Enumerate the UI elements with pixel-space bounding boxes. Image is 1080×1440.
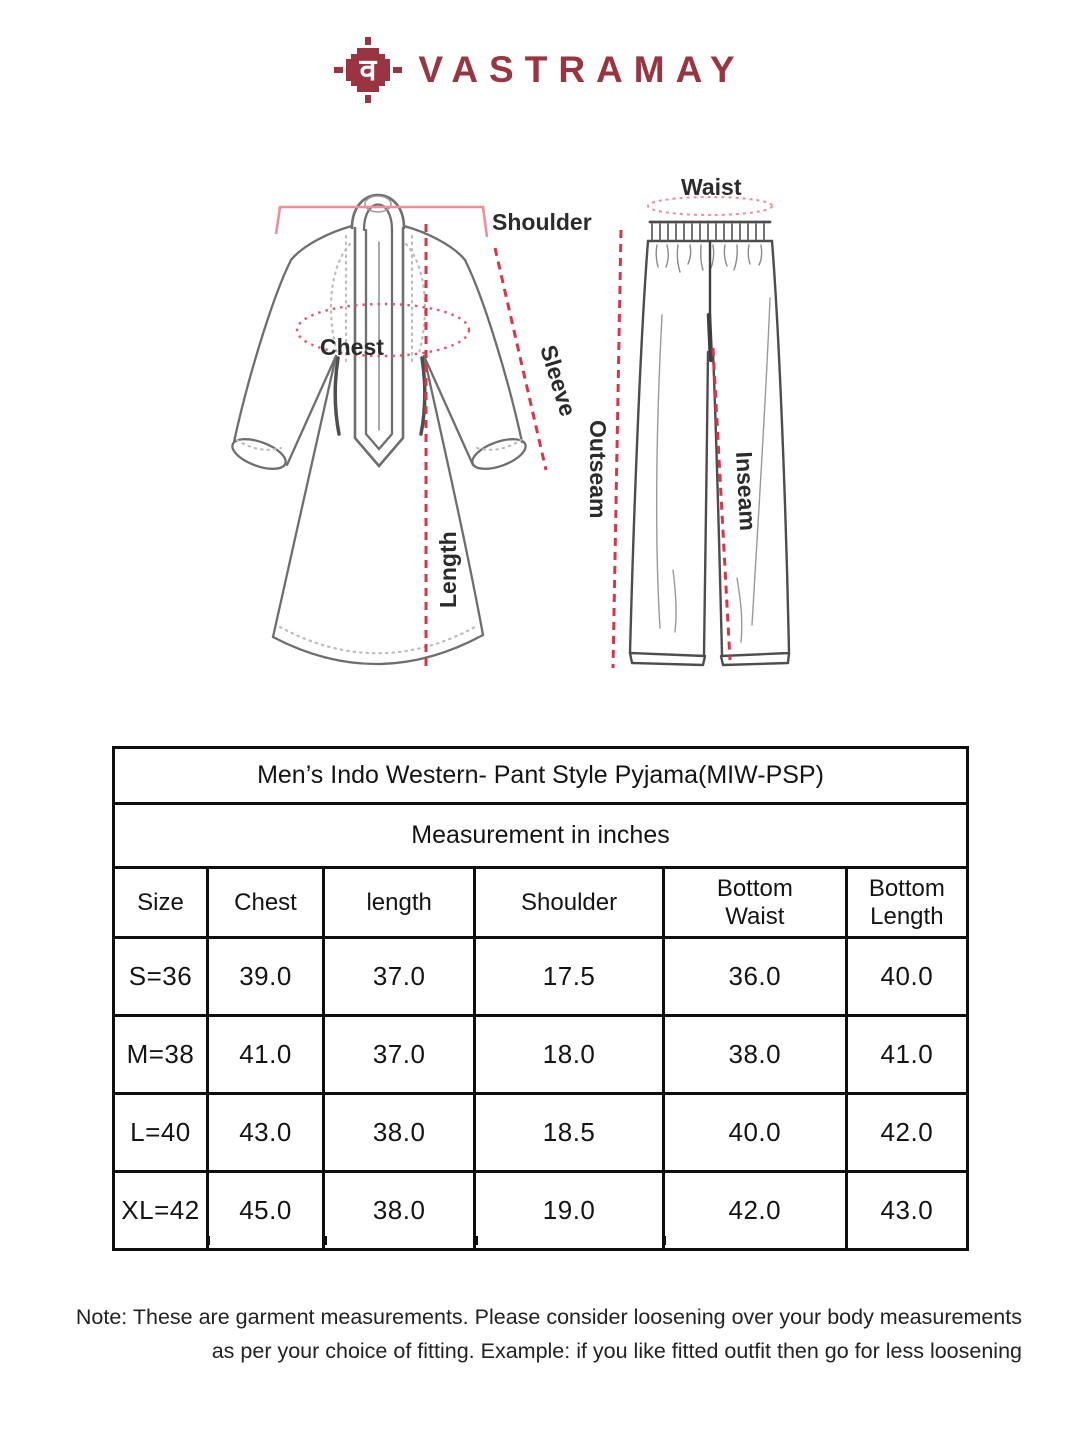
cell-length: 38.0 <box>324 1172 475 1250</box>
table-tick <box>845 1236 848 1245</box>
header-bottom-length: Bottom Length <box>846 868 967 938</box>
table-tick <box>324 1236 327 1245</box>
table-row-l <box>114 1094 968 1172</box>
cell-bottom-waist: 38.0 <box>663 1016 846 1094</box>
kurta-diagram <box>229 195 530 664</box>
cell-shoulder: 17.5 <box>475 938 664 1016</box>
cell-shoulder: 19.0 <box>475 1172 664 1250</box>
brand-logo <box>0 33 1080 107</box>
cell-chest: 45.0 <box>207 1172 323 1250</box>
cell-length: 38.0 <box>324 1094 475 1172</box>
table-row-xl <box>114 1172 968 1250</box>
table-subtitle: Measurement in inches <box>114 804 968 868</box>
table-tick <box>207 1236 210 1245</box>
cell-size: M=38 <box>114 1016 208 1094</box>
cell-bottom-waist: 42.0 <box>663 1172 846 1250</box>
cell-bottom-length: 41.0 <box>846 1016 967 1094</box>
table-tick <box>663 1236 666 1245</box>
inseam-label: Inseam <box>731 450 762 532</box>
header-bottom-waist: Bottom Waist <box>663 868 846 938</box>
header-length: length <box>324 868 475 938</box>
table-header-row <box>114 868 968 938</box>
table-row-s <box>114 938 968 1016</box>
cell-bottom-length: 40.0 <box>846 938 967 1016</box>
table-title: Men’s Indo Western- Pant Style Pyjama(MIW-PSP) <box>114 748 968 804</box>
cell-chest: 41.0 <box>207 1016 323 1094</box>
brand-logo-glyph: व <box>360 53 377 88</box>
garment-measurement-diagram <box>0 150 1080 750</box>
cell-bottom-length: 43.0 <box>846 1172 967 1250</box>
cell-size: S=36 <box>114 938 208 1016</box>
waist-label: Waist <box>681 174 742 200</box>
shoulder-label: Shoulder <box>492 209 592 235</box>
cell-length: 37.0 <box>324 938 475 1016</box>
header-shoulder: Shoulder <box>475 868 664 938</box>
note-line-1: Note: These are garment measurements. Please consider loosening over your body measurements <box>75 1305 1022 1329</box>
cell-size: L=40 <box>114 1094 208 1172</box>
cell-bottom-waist: 40.0 <box>663 1094 846 1172</box>
cell-chest: 43.0 <box>207 1094 323 1172</box>
header-chest: Chest <box>207 868 323 938</box>
cell-bottom-waist: 36.0 <box>663 938 846 1016</box>
cell-shoulder: 18.0 <box>475 1016 664 1094</box>
pyjama-diagram <box>630 222 789 665</box>
note-text <box>62 1300 1022 1368</box>
cell-shoulder: 18.5 <box>475 1094 664 1172</box>
header-size: Size <box>114 868 208 938</box>
length-label: Length <box>435 531 461 608</box>
table-row-m <box>114 1016 968 1094</box>
note-line-2: as per your choice of fitting. Example: if you like fitted outfit then go for less loosening <box>211 1339 1022 1363</box>
chest-label: Chest <box>320 334 384 360</box>
brand-logo-text: VASTRAMAY <box>418 49 746 90</box>
size-chart-table <box>112 746 969 1251</box>
cell-size: XL=42 <box>114 1172 208 1250</box>
sleeve-label: Sleeve <box>535 341 582 420</box>
cell-chest: 39.0 <box>207 938 323 1016</box>
brand-logo-icon <box>334 33 402 107</box>
outseam-label: Outseam <box>585 420 611 519</box>
cell-length: 37.0 <box>324 1016 475 1094</box>
cell-bottom-length: 42.0 <box>846 1094 967 1172</box>
table-tick <box>475 1236 478 1245</box>
